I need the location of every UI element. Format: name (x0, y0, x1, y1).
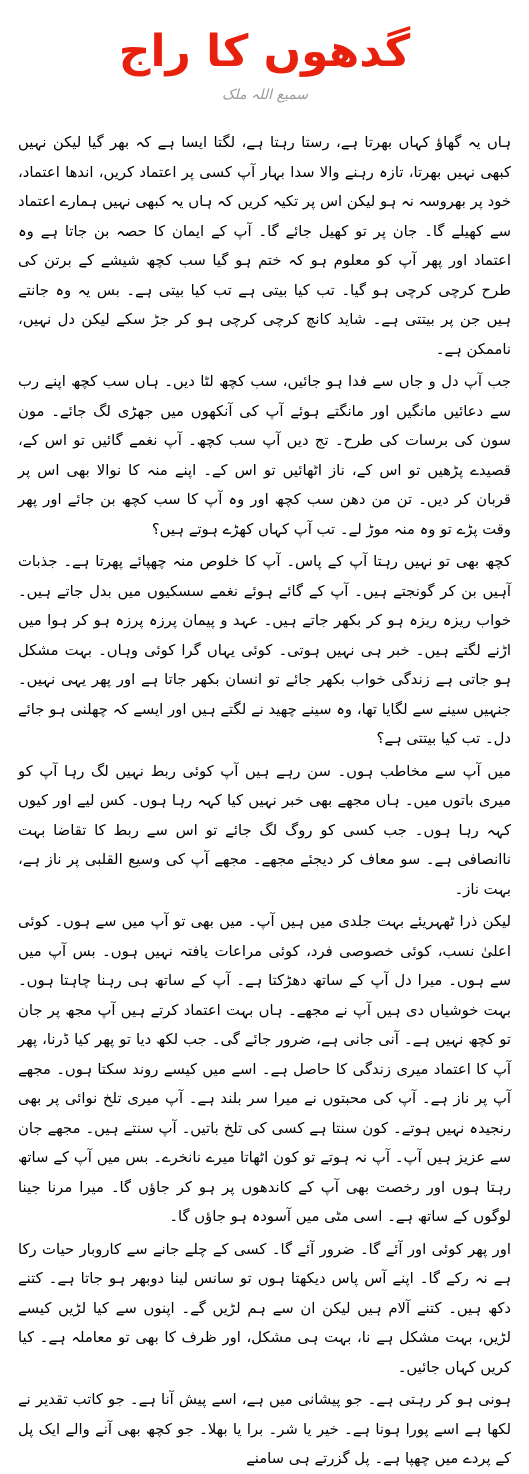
paragraph-5: لیکن ذرا ٹھہریئے بہت جلدی میں ہیں آپ۔ میں بھی تو آپ میں سے ہوں۔ کوئی اعلیٰ نسب، کوئی خصوصی فرد، کوئی مراعات یافتہ نہیں ہوں۔ بس آپ میں سے ہوں۔ میرا دل آپ کے ساتھ دھڑکتا ہے۔ آپ کے ساتھ ہی رہنا چاہتا ہوں۔ بہت خوشیاں دی ہیں آپ نے مجھے۔ ہاں بہت اعتماد کرتے ہیں آپ مجھ پر جان تو کچھ نہیں ہے۔ آنی جانی ہے، ضرور جائے گی۔ جب لکھ دیا تو پھر کیا ڈرنا، پھر آپ کا اعتماد میری زندگی کا حاصل ہے۔ اسے میں کیسے روند سکتا ہوں۔ مجھے آپ پر ناز ہے۔ آپ کی محبتوں نے میرا سر بلند ہے۔ آپ میری تلخ نوائی پر بھی رنجیدہ نہیں ہوتے۔ کون سنتا ہے کسی کی تلخ باتیں۔ آپ سنتے ہیں۔ مجھے جان سے عزیز ہیں آپ۔ آپ نہ ہوتے تو کون اٹھاتا میرے نانخرے۔ بس میں آپ کے ساتھ رہتا ہوں اور رخصت بھی آپ کے کاندھوں پر ہو کر جاؤں گا۔ میرا مرنا جینا لوگوں کے ساتھ ہے۔ اسی مٹی میں آسودہ ہو جاؤں گا۔ (18, 913, 511, 1225)
author-signature: سمیع اللہ ملک (221, 87, 309, 103)
paragraph-2: جب آپ دل و جاں سے فدا ہو جائیں، سب کچھ لٹا دیں۔ ہاں سب کچھ اپنے رب سے دعائیں مانگیں اور مانگتے ہوئے آپ کی آنکھوں میں جھڑی لگ جائے۔ مون سون کی برسات کی طرح۔ تج دیں آپ سب کچھ۔ آپ نغمے گائیں تو اس کے، قصیدے پڑھیں تو اس کے، ناز اٹھائیں تو اس کے۔ اپنے منہ کا نوالا بھی اس پر قربان کر دیں۔ تن من دھن سب کچھ اور وہ آپ کا سب کچھ بن جائے اور پھر وقت پڑے تو وہ منہ موڑ لے۔ تب آپ کہاں کھڑے ہوتے ہیں؟ (18, 373, 511, 538)
article-body (18, 128, 511, 1467)
paragraph-3: کچھ بھی تو نہیں رہتا آپ کے پاس۔ آپ کا خلوص منہ چھپائے پھرتا ہے۔ جذبات آہیں بن کر گونجتے ہیں۔ آپ کے گائے ہوئے نغمے سسکیوں میں بدل جاتے ہیں۔ خواب ریزہ ریزہ ہو کر بکھر جاتے ہیں۔ عہد و پیمان پرزہ پرزہ ہو کر ہوا میں اڑنے لگتے ہیں۔ خبر ہی نہیں ہوتی۔ کوئی یہاں گرا کوئی وہاں۔ بہت مشکل ہو جاتی ہے زندگی خواب بکھر جائے تو انسان بکھر جاتا ہے اور پھر یہی نہیں۔ جنہیں سینے سے لگایا تھا، وہ سینے چھید نے لگتے ہیں اور ایسے کہ چھلنی ہو جائے دل۔ تب کیا بیتتی ہے؟ (18, 553, 511, 747)
paragraph-1: ہاں یہ گھاؤ کہاں بھرتا ہے، رستا رہتا ہے، لگتا ایسا ہے کہ بھر گیا لیکن نہیں کبھی نہیں بھرتا، تازہ رہنے والا سدا بہار آپ کسی پر اعتماد کریں، اندھا اعتماد، خود پر بھروسہ نہ ہو لیکن اس پر تکیہ کریں کہ ہاں یہ کبھی نہیں ہمارے اعتماد سے کھیلے گا۔ جان پر تو کھیل جائے گا۔ آپ کے ایمان کا حصہ بن جاتا ہے وہ اعتماد اور پھر آپ کو معلوم ہو کہ ختم ہو گیا سب کچھ شیشے کے برتن کی طرح کرچی کرچی ہو گیا۔ تب کیا بیتی ہے تب کیا بیتی ہے۔ بس یہ وہ جانتے ہیں جن پر بیتتی ہے۔ شاید کانچ کرچی کرچی ہو کر جڑ سکے لیکن دل نہیں، ناممکن ہے۔ (18, 134, 511, 358)
article-title: گدھوں کا راج (118, 26, 411, 77)
paragraph-6: اور پھر کوئی اور آئے گا۔ ضرور آئے گا۔ کسی کے چلے جانے سے کاروبار حیات رکا ہے نہ رکے گا۔ اپنے آس پاس دیکھتا ہوں تو سانس لینا دوبھر ہو جاتا ہے۔ کتنے دکھ ہیں۔ کتنے آلام ہیں لیکن ان سے ہم لڑیں گے۔ اپنوں سے کیا لڑیں کیسے لڑیں، بہت مشکل ہے نا، بہت ہی مشکل، اور ظرف کا بھی تو معاملہ ہے۔ کیا کریں کہاں جائیں۔ (18, 1240, 511, 1376)
paragraph-7: ہونی ہو کر رہتی ہے۔ جو پیشانی میں ہے، اسے پیش آنا ہے۔ جو کاتب تقدیر نے لکھا ہے اسے پورا ہونا ہے۔ خیر یا شر۔ برا یا بھلا۔ جو کچھ بھی آنے والے ایک پل کے پردے میں چھپا ہے۔ پل گزرتے ہی سامنے (18, 1391, 511, 1467)
paragraph-4: میں آپ سے مخاطب ہوں۔ سن رہے ہیں آپ کوئی ربط نہیں لگ رہا آپ کو میری باتوں میں۔ ہاں مجھے بھی خبر نہیں کیا کہہ رہا ہوں۔ کس لیے اور کیوں کہہ رہا ہوں۔ جب کسی کو روگ لگ جائے تو اس سے ربط کا تقاضا بہت ناانصافی ہے۔ سو معاف کر دیجئے مجھے۔ مجھے آپ کی وسیع القلبی پر ناز ہے، بہت ناز۔ (18, 762, 511, 898)
